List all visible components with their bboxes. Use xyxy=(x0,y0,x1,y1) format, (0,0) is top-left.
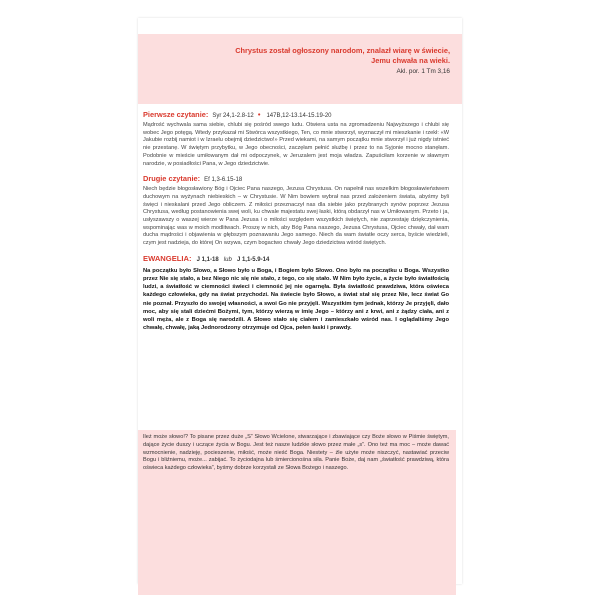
antiphon-line-2: Jemu chwała na wieki. xyxy=(371,56,450,65)
gospel-ref: J 1,1-18 xyxy=(196,256,219,263)
second-reading-ref: Ef 1,3-6.15-18 xyxy=(204,177,243,184)
gospel-text: Na początku było Słowo, a Słowo było u Boga, i Bogiem było Słowo. Ono było na początku u Boga. Wszystko przez Nie się stało, a bez Niego nic się nie stało, z tego, co się stało. W Nim było życie, a życie było światłością ludzi, a światłość w ciemności świeci i ciemność jej nie ogarnęła. Była światłość prawdziwa, która oświeca każdego człowieka, gdy na świat przychodzi. Na świecie było Słowo, a świat stał się przez Nie, lecz świat Go nie poznał. Przyszło do swojej własności, a swoi Go nie przyjęli. Wszystkim tym jednak, którzy Je przyjęli, dało moc, aby się stali dziećmi Bożymi, tym, którzy wierzą w imię Jego – którzy ani z krwi, ani z żądzy ciała, ani z woli męża, ale z Boga się narodzili. A Słowo stało się ciałem i zamieszkało wśród nas. I oglądaliśmy Jego chwałę, chwałę, jaką Jednorodzony otrzymuje od Ojca, pełen łaski i prawdy. xyxy=(143,267,449,332)
gospel-or: lub xyxy=(223,256,232,263)
antiphon xyxy=(160,46,450,66)
commentary-text: Ileż może słowo!? To pisane przez duże „S” Słowo Wcielone, stwarzające i zbawiające czy Boże słowo w Piśmie świętym, dające życie duszy i uczące życia w Bogu. Jest też nasze ludzkie słowo przez małe „s”. Ono też ma moc – może dawać wzmocnienie, nadzieję, pocieszenie, miłość, może nieść Boga. Niestety – źle użyte może niszczyć, nastawiać przeciw Bogu i bliźniemu, może... zabijać. To życiodajna lub śmiercionośna siła. Panie Boże, daj nam „światłość prawdziwą, która oświeca każdego człowieka”, byśmy dobrze korzystali ze Słowa Bożego i naszego. xyxy=(143,434,449,472)
first-reading-ref: Syr 24,1-2.8-12 xyxy=(212,113,254,119)
psalm-ref: 147B,12-13.14-15.19-20 xyxy=(266,113,332,119)
readings xyxy=(143,104,449,332)
second-reading-label: Drugie czytanie: xyxy=(143,174,201,184)
page xyxy=(138,18,462,584)
first-reading-heading xyxy=(143,110,449,121)
gospel-heading xyxy=(143,254,449,265)
second-reading-text: Niech będzie błogosławiony Bóg i Ojciec Pana naszego, Jezusa Chrystusa. On napełnił nas wszelkim błogosławieństwem duchowym na wyżynach niebieskich – w Chrystusie. W Nim bowiem wybrał nas przed założeniem świata, abyśmy byli święci i nieskalani przed Jego obliczem. Z miłości przeznaczył nas dla siebie jako przybranych synów poprzez Jezusa Chrystusa, według postanowienia swej woli, ku chwale majestatu swej łaski, którą obdarzył nas w Umiłowanym. Przeto i ja, usłyszawszy o waszej wierze w Pana Jezusa i o miłości względem wszystkich świętych, nie zaprzestaję dziękczynienia, wspominając was w moich modlitwach. Proszę w nich, aby Bóg Pana naszego, Jezusa Chrystusa, Ojciec chwały, dał wam ducha mądrości i objawienia w głębszym poznawaniu Jego samego. Niech da wam światłe oczy serca, byście wiedzieli, czym jest nadzieja, do której On wzywa, czym bogactwo chwały Jego dziedzictwa wśród świętych. xyxy=(143,186,449,247)
gospel-label: EWANGELIA: xyxy=(143,253,192,263)
first-reading-label: Pierwsze czytanie: xyxy=(143,110,209,119)
gospel-alt-ref: J 1,1-5.9-14 xyxy=(236,256,270,263)
antiphon-line-1: Chrystus został ogłoszony narodom, znalazł wiarę w świecie, xyxy=(235,46,450,55)
second-reading-heading xyxy=(143,174,449,185)
antiphon-reference: Akl. por. 1 Tm 3,16 xyxy=(396,68,450,75)
first-reading-text: Mądrość wychwala sama siebie, chlubi się pośród swego ludu. Otwiera usta na zgromadzeniu Najwyższego i chlubi się wobec Jego potęgą. Wtedy przykazał mi Stwórca wszystkiego, Ten, co mnie stworzył, wyznaczył mi mieszkanie i rzekł: «W Jakubie rozbij namiot i w Izraelu obejmij dziedzictwo!» Przed wiekami, na samym początku mnie stworzył i już nigdy istnieć nie przestanę. W świętym przybytku, w Jego obecności, zaczęłam pełnić służbę i przez to na Syjonie mocno stanęłam. Podobnie w mieście umiłowanym dał mi odpoczynek, w Jeruzalem jest moja władza. Zapuściłam korzenie w sławnym narodzie, w posiadłości Pana, w Jego dziedzictwie. xyxy=(143,122,449,167)
bullet-icon: • xyxy=(257,110,261,119)
